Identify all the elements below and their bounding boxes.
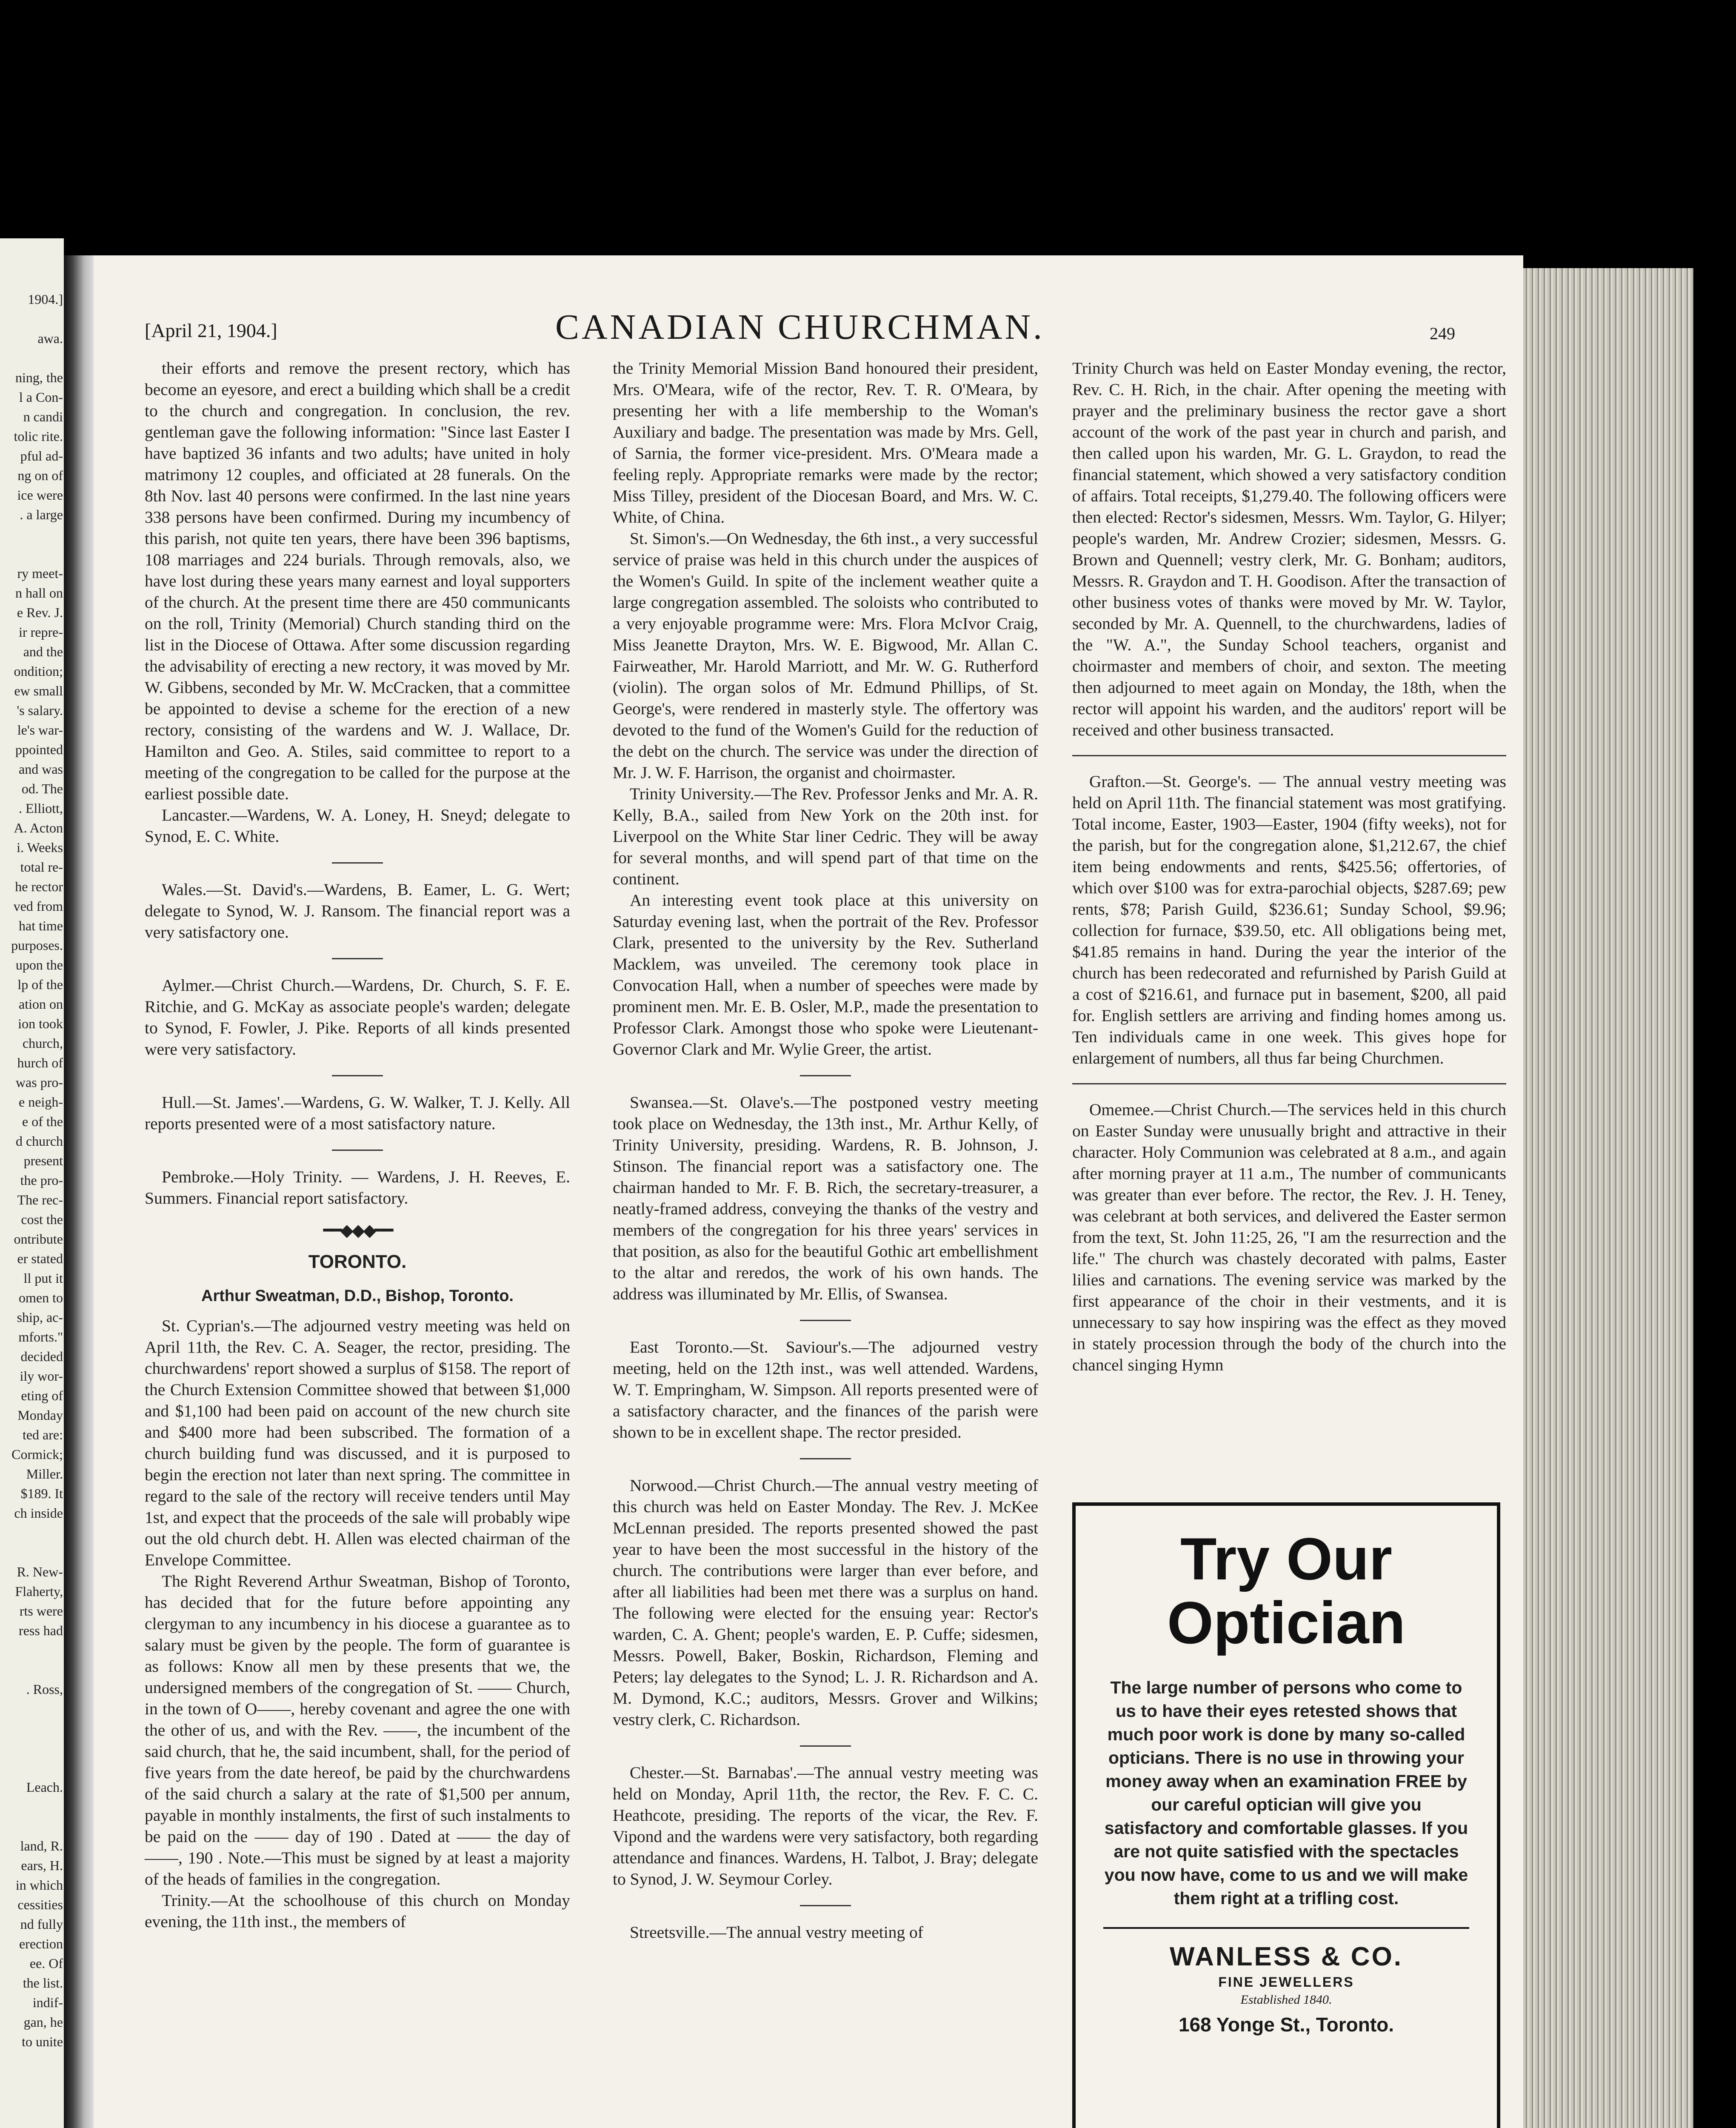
adjacent-page-line: ee. Of	[29, 1956, 63, 1971]
adjacent-page-line: d church	[15, 1133, 63, 1149]
article-paragraph: Pembroke.—Holy Trinity. — Wardens, J. H. Reeves, E. Summers. Financial report satisfactory.	[145, 1167, 570, 1207]
adjacent-page-line: cost the	[21, 1212, 63, 1227]
adjacent-page-line: R. New-	[17, 1564, 63, 1579]
adjacent-page-line: ll put it	[23, 1270, 63, 1286]
adjacent-page-line: ice were	[17, 487, 63, 503]
ad-company-name: WANLESS & CO.	[1169, 1942, 1403, 1971]
article-paragraph: An interesting event took place at this university on Saturday evening last, when the portrait of the Rev. Professor Clark, presented to the university by the Rev. Sutherland Macklem, was unveiled. The ceremony took place in Convocation Hall, when a number of speeches were made by prominent men. Mr. E. B. Osler, M.P., made the presentation to Professor Clark. Amongst those who spoke were Lieutenant-Governor Clark and Mr. Wylie Greer, the artist.	[613, 891, 1038, 1058]
article-paragraph: St. Cyprian's.—The adjourned vestry meeting was held on April 11th, the Rev. C. A. Seager, the rector, presiding. The churchwardens' report showed a surplus of $158. The report of the Church Extension Committee showed that between $1,000 and $1,100 had been paid on account of the new church site and $400 more had been subscribed. The formation of a church building fund was discussed, and it is purposed to begin the erection not later than next spring. The committee in regard to the sale of the rectory will receive tenders until May 1st, and expect that the proceeds of the sale will probably wipe out the old church debt. H. Allen was elected chairman of the Envelope Committee.	[145, 1316, 570, 1569]
adjacent-page-line: $189. It	[20, 1486, 63, 1501]
adjacent-page-line: ress had	[19, 1623, 63, 1638]
article-paragraph: Swansea.—St. Olave's.—The postponed vestry meeting took place on Wednesday, the 13th inst., Mr. Arthur Kelly, of Trinity University, presiding. Wardens, R. B. Johnson, J. Stinson. The financial report was a satisfactory one. The chairman handed to Mr. F. B. Rich, the secretary-treasurer, a neatly-framed address, conveying the thanks of the vestry and members of the congregation for his three years' services in that position, as also for the beautiful Gothic art embellishment to the altar and reredos, the work of his own hands. The address was illuminated by Mr. Ellis, of Swansea.	[613, 1093, 1038, 1303]
column-1	[145, 358, 570, 1932]
adjacent-page-line	[0, 1738, 63, 1758]
adjacent-page-line: tolic rite.	[14, 429, 63, 444]
adjacent-page-line: upon the	[15, 957, 63, 972]
adjacent-page-line	[0, 1816, 63, 1836]
adjacent-page-line	[0, 544, 63, 563]
adjacent-page-line: ew small	[14, 683, 63, 698]
adjacent-page-line: n hall on	[15, 585, 63, 601]
adjacent-page-line: . a large	[20, 507, 63, 522]
adjacent-page-line: ted are:	[22, 1427, 63, 1442]
adjacent-page-line: lp of the	[17, 977, 63, 992]
adjacent-page-line	[0, 309, 63, 329]
page-gutter	[64, 255, 94, 2128]
adjacent-page-line: 1904.]	[28, 292, 63, 307]
adjacent-page-line: e Rev. J.	[17, 605, 63, 620]
adjacent-page-fragment	[0, 238, 64, 2128]
article-paragraph: Grafton.—St. George's. — The annual vestry meeting was held on April 11th. The financial statement was most gratifying. Total income, Easter, 1903—Easter, 1904 (fifty weeks), not for the parish, but for the congregation alone, $1,212.67, the chief item being endowments and rents, $425.56; offertories, of which over $100 was for extra-parochial objects, $287.69; pew rents, $78; Parish Guild, $236.61; Sunday School, $9.96; collection for furnace, $39.50, etc. All obligations being met, $41.85 remains in hand. During the year the interior of the church has been redecorated and refurnished by Parish Guild at a cost of $216.61, and furnace put in basement, $200, all paid for. English settlers are arriving and finding homes among us. Ten individuals came in one week. This gives hope for enlargement of numbers, all thus far being Churchmen.	[1072, 772, 1506, 1067]
article-paragraph: Aylmer.—Christ Church.—Wardens, Dr. Church, S. F. E. Ritchie, and G. McKay as associate people's warden; delegate to Synod, F. Fowler, J. Pike. Reports of all kinds presented were very satisfactory.	[145, 976, 570, 1058]
optician-advertisement	[1072, 1502, 1500, 2128]
adjacent-page-line: e neigh-	[19, 1094, 63, 1110]
adjacent-page-line: ved from	[13, 898, 63, 914]
adjacent-page-line: present	[20, 1153, 63, 1168]
adjacent-page-line: the list.	[23, 1975, 63, 1991]
adjacent-page-line: n candi	[23, 409, 63, 424]
article-paragraph: Omemee.—Christ Church.—The services held in this church on Easter Sunday were unusually bright and attractive in their character. Holy Communion was celebrated at 8 a.m., and again after morning prayer at 11 a.m., The number of communicants was greater than ever before. The rector, the Rev. J. H. Teney, was celebrant at both services, and delivered the Easter sermon from the text, St. John 11:25, 26, "I am the resurrection and the life." The church was chastely decorated with palms, Easter lilies and carnations. The evening service was marked by the first appearance of the choir in their vestments, and it is unnecessary to say how inspiring was the effect as they moved in stately procession through the body of the church into the chancel singing Hymn	[1072, 1100, 1506, 1374]
ad-trade: FINE JEWELLERS	[1218, 1974, 1354, 1990]
column-3	[1072, 358, 1506, 1376]
adjacent-page-line: total re-	[20, 859, 63, 875]
adjacent-page-line: ry meet-	[17, 566, 63, 581]
adjacent-page-line	[0, 1542, 63, 1562]
adjacent-page-line: A. Acton	[14, 820, 63, 835]
adjacent-page-line: indif-	[32, 1995, 63, 2010]
adjacent-page-line: decided	[20, 1349, 63, 1364]
article-paragraph: The Right Reverend Arthur Sweatman, Bishop of Toronto, has decided that for the future before appointing any clergyman to any incumbency in his diocese a guarantee as to salary must be given by the people. The form of guarantee is as follows: Know all men by these presents that we, the undersigned members of the congregation of St. —— Church, in the town of O——, hereby covenant and agree the one with the other of us, and with the Rev. ——, the incumbent of the said church, that he, the said incumbent, shall, for the period of five years from the date hereof, be paid by the churchwardens of the said church a salary at the rate of $1,500 per annum, payable in monthly instalments, the first of such instalments to be paid on the —— day of 190 . Dated at —— the day of ——, 190 . Note.—This must be signed by at least a majority of the heads of families in the congregation.	[145, 1572, 570, 1888]
adjacent-page-line: to unite	[22, 2034, 63, 2049]
adjacent-page-line: od. The	[21, 781, 63, 796]
adjacent-page-line: land, R.	[20, 1838, 63, 1853]
ad-established: Established 1840.	[1240, 1993, 1332, 2007]
ad-address: 168 Yonge St., Toronto.	[1178, 2014, 1394, 2036]
article-paragraph: St. Simon's.—On Wednesday, the 6th inst., a very successful service of praise was held in this church under the auspices of the Women's Guild. In spite of the inclement weather quite a large congregation assembled. The soloists who contributed to a very enjoyable programme were: Mrs. Flora McIvor Craig, Miss Jeanette Drayton, Mrs. W. E. Bigwood, Mr. Allan C. Fairweather, Mr. Harold Marriott, and Mr. W. G. Rutherford (violin). The organ solos of Mr. Edmund Phillips, of St. George's, were rendered in masterly style. The offertory was devoted to the fund of the Women's Guild for the reduction of the debt on the church. The service was under the direction of Mr. J. W. F. Harrison, the organist and choirmaster.	[613, 529, 1038, 782]
divider-rule	[332, 862, 383, 864]
newspaper-page	[94, 255, 1523, 2128]
divider-rule	[800, 1905, 851, 1906]
divider-rule	[332, 1150, 383, 1151]
adjacent-page-line: ily wor-	[20, 1368, 63, 1384]
divider-rule	[1072, 755, 1506, 756]
adjacent-page-line: er stated	[17, 1251, 63, 1266]
adjacent-page-line: nd fully	[20, 1916, 63, 1932]
ad-headline-line-1: Try Our	[1180, 1525, 1392, 1592]
adjacent-page-line: awa.	[37, 331, 63, 346]
adjacent-page-line: Miller.	[26, 1466, 63, 1482]
adjacent-page-line: purposes.	[11, 938, 63, 953]
divider-rule	[1072, 1083, 1506, 1084]
adjacent-page-line: ch inside	[14, 1505, 63, 1521]
column-2	[613, 358, 1038, 1943]
article-paragraph: Wales.—St. David's.—Wardens, B. Eamer, L. G. Wert; delegate to Synod, W. J. Ransom. The financial report was a very satisfactory one.	[145, 880, 570, 941]
adjacent-page-line: . Elliott,	[19, 801, 63, 816]
adjacent-page-line: i. Weeks	[17, 840, 63, 855]
divider-rule	[332, 958, 383, 959]
adjacent-page-line: ship, ac-	[17, 1310, 63, 1325]
adjacent-page-line: Leach.	[26, 1779, 63, 1795]
article-paragraph: the Trinity Memorial Mission Band honoured their president, Mrs. O'Meara, wife of the rector, Rev. T. R. O'Meara, by presenting her with a life membership to the Woman's Auxiliary and badge. The presentation was made by Mrs. Gell, of Sarnia, the former vice-president. Mrs. O'Meara made a feeling reply. Appropriate remarks were made by the rector; Miss Tilley, president of the Diocesan Board, and Mrs. W. C. White, of China.	[613, 359, 1038, 526]
adjacent-page-line	[0, 1660, 63, 1679]
adjacent-page-line: ontribute	[14, 1231, 63, 1247]
divider-rule	[800, 1320, 851, 1321]
divider-rule	[332, 1075, 383, 1076]
adjacent-page-line: cessities	[17, 1897, 63, 1912]
adjacent-page-line: he rector	[15, 879, 63, 894]
article-paragraph: Hull.—St. James'.—Wardens, G. W. Walker, T. J. Kelly. All reports presented were of a most satisfactory nature.	[145, 1093, 570, 1133]
adjacent-page-line: ion took	[18, 1016, 63, 1031]
adjacent-page-line: . Ross,	[26, 1682, 63, 1697]
article-paragraph: Trinity Church was held on Easter Monday evening, the rector, Rev. C. H. Rich, in the chair. After opening the meeting with prayer and the preliminary business the rector gave a short account of the work of the past year in church and parish, and then called upon his warden, Mr. G. L. Graydon, to read the financial statement, which showed a very satisfactory condition of affairs. Total receipts, $1,279.40. The following officers were then elected: Rector's sidesmen, Messrs. Wm. Taylor, G. Hilyer; people's warden, Mr. Andrew Crozier; sidesmen, Messrs. G. Brown and Quennell; vestry clerk, Mr. G. Bonham; auditors, Messrs. R. Graydon and T. H. Goodison. After the transaction of other business votes of thanks were moved by Mr. W. Taylor, seconded by Mr. A. Quennell, to the churchwardens, ladies of the "W. A.", the Sunday School teachers, organist and choirmaster and members of choir, and sexton. The meeting then adjourned to meet again on Monday, the 18th, when the rector will appoint his warden, and the auditors' report will be received and other business transacted.	[1072, 359, 1506, 739]
divider-rule	[800, 1075, 851, 1076]
adjacent-page-line: l a Con-	[19, 389, 63, 405]
article-paragraph: Lancaster.—Wardens, W. A. Loney, H. Sneyd; delegate to Synod, E. C. White.	[145, 806, 570, 846]
adjacent-page-line: in which	[15, 1877, 63, 1893]
adjacent-page-line: hurch of	[17, 1055, 63, 1070]
adjacent-page-line: ng on of	[17, 468, 63, 483]
adjacent-page-line: e of the	[22, 1114, 63, 1129]
ad-body-text: The large number of persons who come to us to have their eyes retested shows that much poor work is done by many so-called opticians. There is no use in throwing your money away when an examination FREE by our careful optician will give you satisfactory and comfortable glasses. If you are not quite satisfied with the spectacles you now have, come to us and we will make them right at a trifling cost.	[1104, 1678, 1468, 1908]
adjacent-page-line	[0, 1523, 63, 1542]
adjacent-page-line: le's war-	[17, 722, 63, 738]
adjacent-page-line: eting of	[21, 1388, 63, 1403]
adjacent-page-line: hat time	[19, 918, 63, 933]
adjacent-page-line	[0, 1640, 63, 1660]
adjacent-page-line	[0, 524, 63, 544]
page-number: 249	[1430, 324, 1455, 343]
article-paragraph: East Toronto.—St. Saviour's.—The adjourned vestry meeting, held on the 12th inst., was well attended. Wardens, W. T. Empringham, W. Simpson. All reports presented were of a satisfactory character, and the finances of the parish were shown to be in excellent shape. The rector presided.	[613, 1338, 1038, 1442]
divider-rule	[800, 1458, 851, 1459]
adjacent-page-line: Flaherty,	[15, 1584, 63, 1599]
publication-title: CANADIAN CHURCHMAN.	[555, 307, 1045, 347]
ad-headline	[1076, 1527, 1497, 1655]
masthead	[145, 306, 1455, 358]
adjacent-page-line	[0, 1797, 63, 1816]
adjacent-page-line: Monday	[17, 1407, 63, 1423]
article-paragraph: Trinity University.—The Rev. Professor Jenks and Mr. A. R. Kelly, B.A., sailed from New York on the 20th inst. for Liverpool on the White Star liner Cedric. They will be away for several months, and will spend part of that time on the continent.	[613, 784, 1038, 888]
adjacent-page-text	[0, 289, 63, 2051]
adjacent-page-line: ears, H.	[21, 1858, 63, 1873]
adjacent-page-line: pful ad-	[20, 448, 63, 463]
adjacent-page-line: ation on	[19, 996, 63, 1012]
adjacent-page-line: ning, the	[15, 370, 63, 385]
issue-date: [April 21, 1904.]	[145, 320, 277, 341]
article-paragraph: Norwood.—Christ Church.—The annual vestry meeting of this church was held on Easter Monday. The Rev. J. McKee McLennan presided. The reports presented showed the past year to have been the most successful in the history of the church. The contributions were larger than ever before, and after all liabilities had been met there was a surplus on hand. The following were elected for the ensuing year: Rector's warden, C. A. Ghent; people's warden, E. P. Cuffe; sidesmen, Messrs. Powell, Baker, Boskin, Richardson, Fleming and Peters; lay delegates to the Synod; L. J. R. Richardson and A. M. Dymond, K.C.; auditors, Messrs. Grover and Wilkins; vestry clerk, C. Richardson.	[613, 1476, 1038, 1729]
article-paragraph: Trinity.—At the schoolhouse of this church on Monday evening, the 11th inst., the members of	[145, 1891, 570, 1931]
adjacent-page-line: mforts."	[18, 1329, 63, 1344]
adjacent-page-line: The rec-	[17, 1192, 63, 1207]
adjacent-page-line: rts were	[19, 1603, 63, 1619]
adjacent-page-line: was pro-	[15, 1075, 63, 1090]
adjacent-page-line: the pro-	[17, 1173, 63, 1188]
adjacent-page-line: gan, he	[23, 2014, 63, 2030]
section-ornament: ━━◆◆◆━━	[323, 1221, 392, 1240]
adjacent-page-line: and was	[19, 761, 63, 777]
adjacent-page-line: church,	[19, 1035, 63, 1051]
adjacent-page-line	[0, 1719, 63, 1738]
adjacent-page-line: ondition;	[14, 664, 63, 679]
adjacent-page-line: ir repre-	[19, 624, 63, 640]
section-subheading: Arthur Sweatman, D.D., Bishop, Toronto.	[201, 1287, 514, 1305]
article-paragraph: their efforts and remove the present rectory, which has become an eyesore, and erect a building which shall be a credit to the church and congregation. In conclusion, the rev. gentleman gave the following information: "Since last Easter I have baptized 36 infants and two adults; have united in holy matrimony 12 couples, and officiated at 28 funerals. On the 8th Nov. last 40 persons were confirmed. In the last nine years 338 persons have been confirmed. During my incumbency of this parish, not quite ten years, there have been 396 baptisms, 108 marriages and 224 burials. Through removals, also, we have lost during these years many earnest and loyal supporters of the church. At the present time there are 450 communicants on the roll, Trinity (Memorial) Church standing third on the list in the Diocese of Ottawa. After some discussion regarding the advisability of erecting a new rectory, it was moved by Mr. W. Gibbens, seconded by Mr. W. McCracken, that a committee be appointed to devise a scheme for the erection of a new rectory, consisting of the wardens and W. J. Wallace, Dr. Hamilton and Geo. A. Stiles, said committee to report to a meeting of the congregation to be called for the purpose at the earliest possible date.	[145, 359, 570, 803]
adjacent-page-line: and the	[23, 644, 63, 659]
ad-headline-line-2: Optician	[1167, 1589, 1406, 1656]
adjacent-page-line: omen to	[19, 1290, 63, 1305]
adjacent-page-line	[0, 348, 63, 368]
article-paragraph: Streetsville.—The annual vestry meeting of	[630, 1923, 923, 1942]
adjacent-page-line: Cormick;	[11, 1447, 63, 1462]
adjacent-page-line	[0, 1758, 63, 1777]
adjacent-page-line: erection	[19, 1936, 63, 1951]
ad-divider	[1103, 1927, 1469, 1929]
adjacent-page-line: 's salary.	[17, 703, 63, 718]
section-heading: TORONTO.	[308, 1251, 407, 1272]
divider-rule	[800, 1745, 851, 1747]
article-paragraph: Chester.—St. Barnabas'.—The annual vestry meeting was held on Monday, April 11th, the rector, the Rev. F. C. C. Heathcote, presiding. The reports of the vicar, the Rev. F. Vipond and the wardens were very satisfactory, both regarding attendance and finances. Wardens, H. Talbot, J. Bray; delegate to Synod, J. W. Seymour Corley.	[613, 1763, 1038, 1888]
page-stack-edge	[1523, 268, 1693, 2128]
adjacent-page-line: ppointed	[15, 742, 63, 757]
adjacent-page-line	[0, 1699, 63, 1719]
